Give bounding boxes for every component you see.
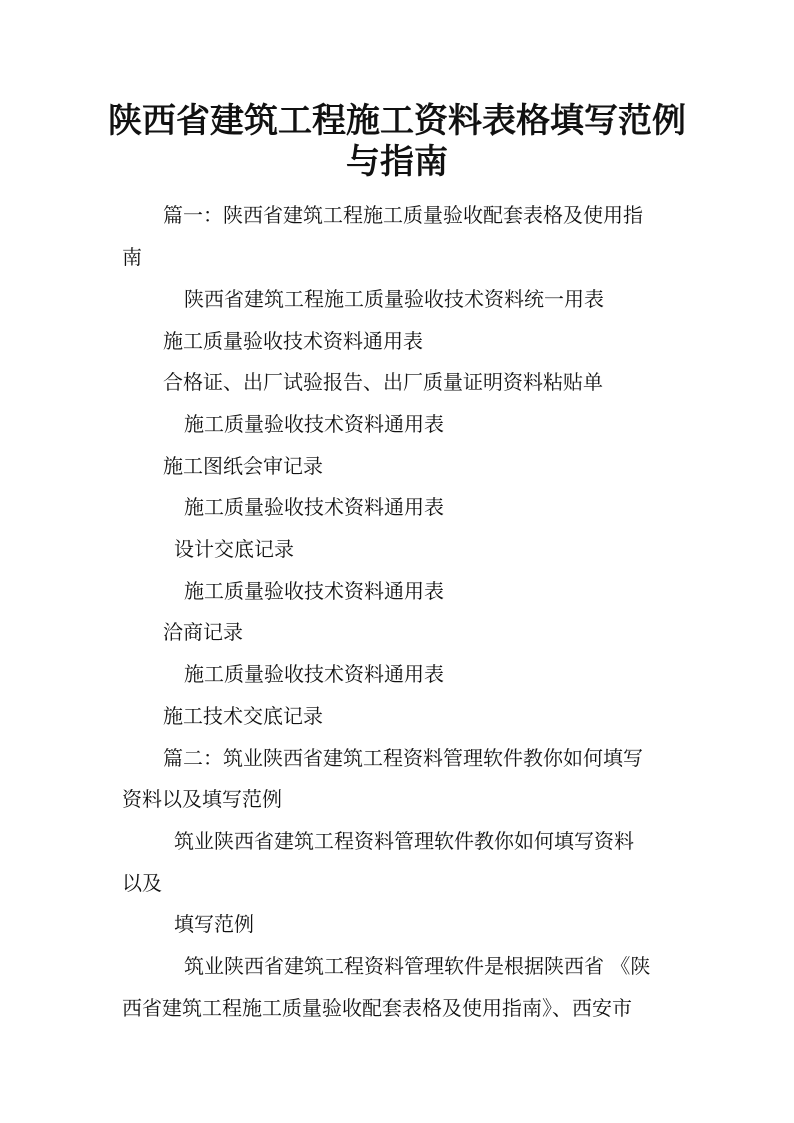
- text-line: 筑业陕西省建筑工程资料管理软件教你如何填写资料: [174, 829, 634, 853]
- text-line: 资料以及填写范例: [122, 787, 282, 811]
- text-line: 设计交底记录: [174, 537, 294, 561]
- text-line: 合格证、出厂试验报告、出厂质量证明资料粘贴单: [163, 370, 603, 394]
- text-line: 洽商记录: [163, 620, 243, 644]
- text-line: 施工质量验收技术资料通用表: [163, 329, 423, 353]
- text-line: 施工质量验收技术资料通用表: [184, 662, 444, 686]
- text-line: 施工技术交底记录: [163, 704, 323, 728]
- text-line: 篇二：筑业陕西省建筑工程资料管理软件教你如何填写: [163, 746, 643, 770]
- text-line: 西省建筑工程施工质量验收配套表格及使用指南》、西安市: [122, 996, 632, 1020]
- text-line: 填写范例: [174, 912, 254, 936]
- text-line: 篇一：陕西省建筑工程施工质量验收配套表格及使用指: [163, 203, 643, 227]
- text-line: 陕西省建筑工程施工质量验收技术资料统一用表: [184, 287, 604, 311]
- text-line: 施工质量验收技术资料通用表: [184, 579, 444, 603]
- text-line: 施工图纸会审记录: [163, 454, 323, 478]
- document-title-line-2: 与指南: [346, 142, 448, 182]
- text-line: 筑业陕西省建筑工程资料管理软件是根据陕西省 《陕: [184, 954, 651, 978]
- text-line: 以及: [122, 871, 162, 895]
- text-line: 南: [122, 245, 142, 269]
- text-line: 施工质量验收技术资料通用表: [184, 412, 444, 436]
- document-title-line-1: 陕西省建筑工程施工资料表格填写范例: [108, 101, 686, 141]
- text-line: 施工质量验收技术资料通用表: [184, 495, 444, 519]
